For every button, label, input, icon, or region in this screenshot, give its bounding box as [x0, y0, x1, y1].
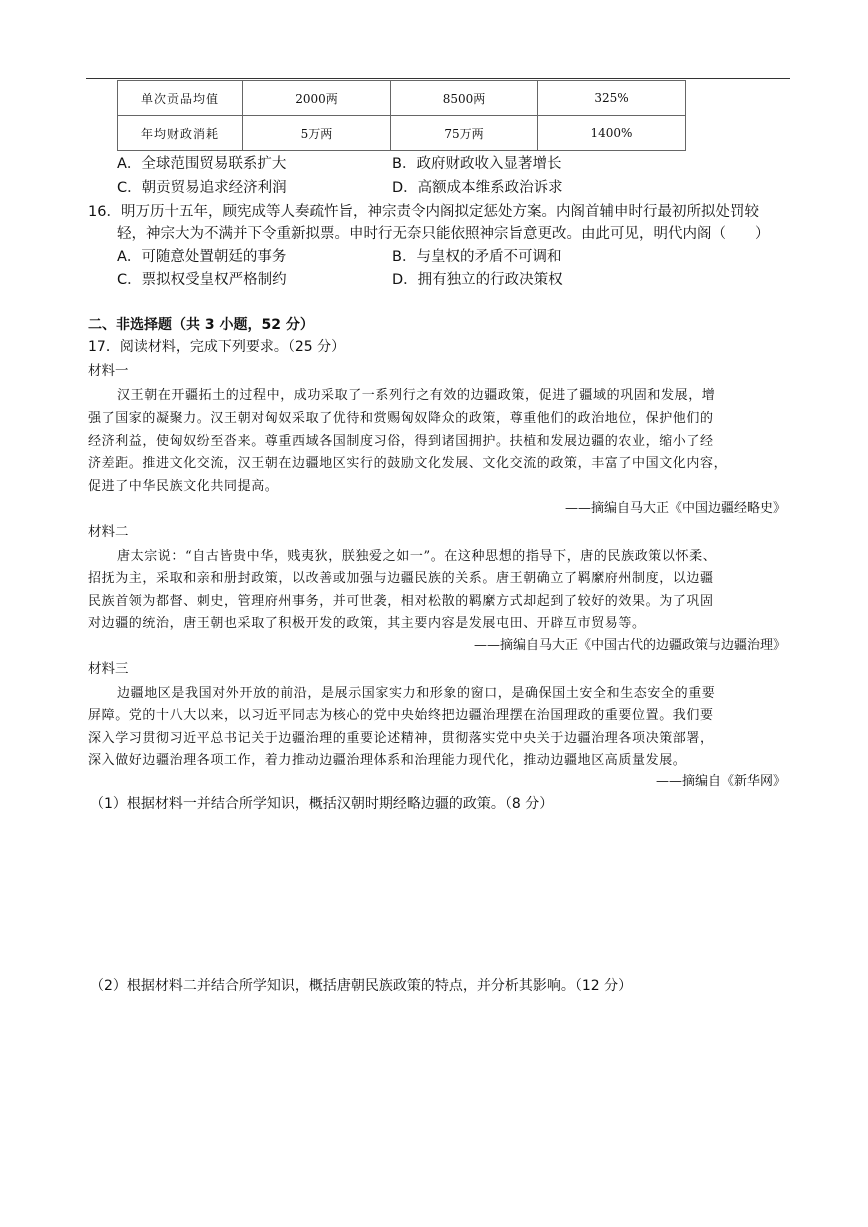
q15-option-b: B．政府财政收入显著增长	[392, 156, 562, 172]
material-3-line: 屏障。党的十八大以来，以习近平同志为核心的党中央始终把边疆治理摆在治国理政的重要位置。我们要	[88, 708, 714, 723]
material-3-line: 深入做好边疆治理各项工作，着力推动边疆治理体系和治理能力现代化，推动边疆地区高质量发展。	[88, 753, 687, 768]
material-2-line: 民族首领为都督、刺史，管理府州事务，并可世袭，相对松散的羁縻方式却起到了较好的效果。为了巩固	[88, 594, 714, 609]
material-3-line: 深入学习贯彻习近平总书记关于边疆治理的重要论述精神，贯彻落实党中央关于边疆治理各项决策部署，	[88, 731, 714, 746]
material-1-line: 强了国家的凝聚力。汉王朝对匈奴采取了优待和赏赐匈奴降众的政策，尊重他们的政治地位，保护他们的	[88, 411, 714, 426]
q16-option-a: A．可随意处置朝廷的事务	[117, 249, 287, 265]
table-cell: 75万两	[391, 116, 538, 151]
header-rule	[86, 78, 790, 79]
section-heading: 二、非选择题（共 3 小题，52 分）	[88, 317, 314, 333]
material-1-source: ——摘编自马大正《中国边疆经略史》	[564, 501, 786, 516]
q16-option-c: C．票拟权受皇权严格制约	[117, 272, 287, 288]
q16-stem-line: 16．明万历十五年，顾宪成等人奏疏忤旨，神宗责令内阁拟定惩处方案。内阁首辅申时行最初所拟处罚较	[88, 204, 759, 220]
q16-option-d: D．拥有独立的行政决策权	[392, 272, 563, 288]
table-cell: 单次贡品均值	[118, 81, 243, 116]
q16-option-b: B．与皇权的矛盾不可调和	[392, 249, 562, 265]
table-cell: 2000两	[243, 81, 391, 116]
table-row	[118, 116, 686, 151]
material-2-line: 唐太宗说：“自古皆贵中华，贱夷狄，朕独爱之如一”。在这种思想的指导下，唐的民族政策以怀柔、	[117, 549, 717, 564]
table-cell: 1400%	[538, 116, 686, 151]
material-1-line: 经济利益，使匈奴纷至沓来。尊重西域各国制度习俗，得到诸国拥护。扶植和发展边疆的农业，缩小了经	[88, 434, 714, 449]
material-1-line: 汉王朝在开疆拓土的过程中，成功采取了一系列行之有效的边疆政策，促进了疆域的巩固和发展，增	[117, 388, 716, 403]
question-17: 17．阅读材料，完成下列要求。（25 分）	[88, 339, 346, 355]
q15-option-d: D．高额成本维系政治诉求	[392, 180, 563, 196]
material-2-source: ——摘编自马大正《中国古代的边疆政策与边疆治理》	[473, 638, 786, 653]
table-cell: 325%	[538, 81, 686, 116]
table-cell: 年均财政消耗	[118, 116, 243, 151]
material-3-line: 边疆地区是我国对外开放的前沿，是展示国家实力和形象的窗口，是确保国土安全和生态安全的重要	[117, 686, 716, 701]
table-cell: 5万两	[243, 116, 391, 151]
material-3-source: ——摘编自《新华网》	[655, 774, 786, 789]
material-3-label: 材料三	[88, 661, 129, 677]
material-1-line: 济差距。推进文化交流，汉王朝在边疆地区实行的鼓励文化发展、文化交流的政策，丰富了中国文化内容，	[88, 456, 728, 471]
tribute-table	[117, 80, 686, 151]
table-cell: 8500两	[391, 81, 538, 116]
q15-option-a: A．全球范围贸易联系扩大	[117, 156, 287, 172]
material-2-label: 材料二	[88, 524, 129, 540]
q16-stem-line: 轻，神宗大为不满并下令重新拟票。申时行无奈只能依照神宗旨意更改。由此可见，明代内阁（ ）	[117, 226, 770, 242]
sub-question-1: （1）根据材料一并结合所学知识，概括汉朝时期经略边疆的政策。（8 分）	[90, 796, 554, 812]
table-row	[118, 81, 686, 116]
material-2-line: 对边疆的统治，唐王朝也采取了积极开发的政策，其主要内容是发展屯田、开辟互市贸易等。	[88, 616, 646, 631]
sub-question-2: （2）根据材料二并结合所学知识，概括唐朝民族政策的特点，并分析其影响。（12 分）	[90, 978, 633, 994]
q15-option-c: C．朝贡贸易追求经济利润	[117, 180, 287, 196]
material-1-label: 材料一	[88, 363, 129, 379]
material-2-line: 招抚为主，采取和亲和册封政策，以改善或加强与边疆民族的关系。唐王朝确立了羁縻府州制度，以边疆	[88, 571, 714, 586]
material-1-line: 促进了中华民族文化共同提高。	[88, 479, 279, 494]
